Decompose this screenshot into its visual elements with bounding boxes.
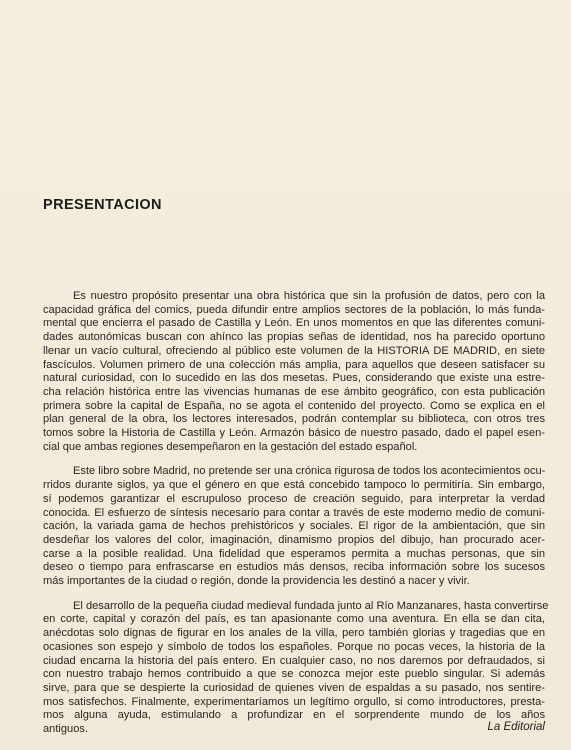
text-line: rridos durante siglos, ya que el género en que está concebido tampoco lo permitiría. Sin embargo, — [43, 479, 545, 492]
text-line: anécdotas solo dignas de figurar en los anales de la villa, pero también glorias y tragedias que en — [43, 627, 545, 640]
text-line: ciudad encarna la historia del país entero. En cualquier caso, no nos daremos por defraudados, si — [43, 654, 545, 667]
text-line: Es nuestro propósito presentar una obra histórica que sin la profusión de datos, pero con la — [73, 290, 545, 302]
text-line: plan general de la obra, los lectores interesados, podrán contemplar su biblioteca, con otros tres — [43, 413, 545, 426]
text-line: primera sobre la capital de España, no se agota el contenido del proyecto. Como se explica en el — [43, 399, 545, 412]
text-line: llenar un vacío cultural, ofreciendo al público este volumen de la HISTORIA DE MADRID, en siete — [43, 344, 545, 357]
text-line: tomos sobre la Historia de Castilla y León. Armazón básico de nuestro pasado, dado el papel esen- — [43, 427, 545, 440]
text-line: ocasiones son espejo y símbolo de todos los españoles. Porque no pocas veces, la historia de la — [43, 640, 545, 653]
text-line: El desarrollo de la pequeña ciudad medieval fundada junto al Río Manzanares, hasta convertirse — [73, 599, 549, 612]
paragraph-1 — [43, 290, 545, 454]
text-line: mental que encierra el pasado de Castilla y León. En unos momentos en que las diferentes comuni- — [43, 317, 545, 330]
text-line: Este libro sobre Madrid, no pretende ser una crónica rigurosa de todos los acontecimientos ocu- — [73, 465, 546, 478]
text-line: cial que ambas regiones desempeñaron en la gestación del estado español. — [43, 440, 418, 453]
presentation-body — [43, 290, 549, 737]
text-line: conocida. El esfuerzo de síntesis necesario para contar a través de este moderno medio de comuni- — [43, 506, 545, 519]
text-line: sirve, para que se despierte la curiosidad de quienes viven de espaldas a su pasado, nos sentire- — [43, 681, 545, 694]
paragraph-3 — [43, 599, 549, 737]
text-line: carse a la posible realidad. Una fidelidad que esperamos permita a muchas personas, que sin — [43, 547, 545, 560]
text-line: antiguos. — [43, 723, 89, 736]
text-line: natural curiosidad, con lo sucedido en las dos mesetas. Pues, considerando que existe una estre- — [43, 372, 545, 385]
signature: La Editorial — [487, 721, 545, 733]
text-line: deseo o tiempo para enfrascarse en estudios más densos, reciba información sobre los sucesos — [43, 561, 545, 574]
text-line: cha relación histórica entre las vivencias humanas de ese ámbito geográfico, con esta publicación — [43, 385, 545, 398]
text-line: mos satisfechos. Finalmente, experimentaríamos un legítimo orgullo, si como introductores, presta- — [43, 695, 545, 708]
page-title: PRESENTACION — [43, 196, 162, 213]
text-line: más importantes de la ciudad o región, donde la providencia les destinó a nacer y vivir. — [43, 575, 470, 588]
text-line: cación, la variada gama de hechos prehistóricos y sociales. El rigor de la ambientación, que sin — [43, 520, 545, 533]
paragraph-2 — [43, 465, 545, 588]
text-line: sí podemos garantizar el escrupuloso proceso de creación seguido, para interpretar la verdad — [43, 492, 545, 505]
text-line: en corte, capital y corazón del país, es tan apasionante como una aventura. En ella se dan cita, — [43, 613, 545, 626]
text-line: mos alguna ayuda, estimulando a profundizar en el sorprendente mundo de los años — [43, 709, 545, 722]
text-line: fascículos. Volumen primero de una colección más amplia, para aquellos que deseen satisfacer su — [43, 358, 545, 371]
text-line: dades autonómicas buscan con ahínco las propias señas de identidad, nos ha parecido oportuno — [43, 331, 545, 344]
text-line: con nuestro trabajo hemos contribuido a que se conozca mejor este pueblo singular. Si además — [43, 668, 545, 681]
text-line: desdeñar los valores del color, imaginación, dinamismo propios del dibujo, han procurado acer- — [43, 533, 545, 546]
text-line: capacidad gráfica del comics, pueda difundir entre amplios sectores de la población, lo más funda- — [43, 303, 545, 316]
